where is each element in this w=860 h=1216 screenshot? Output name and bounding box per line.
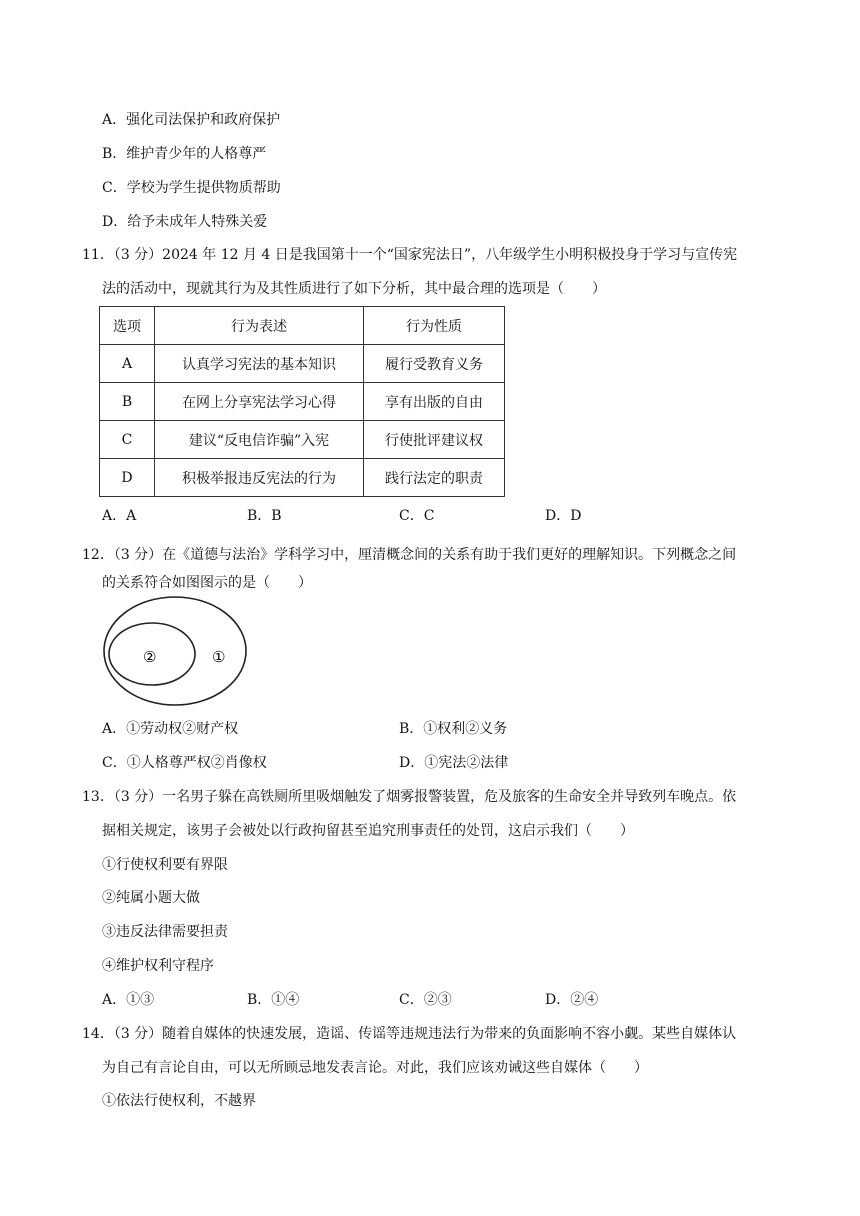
- inner-label: ②: [143, 648, 157, 666]
- q12-option-d: D．①宪法②法律: [399, 755, 509, 771]
- table-cell: C: [100, 421, 155, 459]
- table-cell: D: [100, 459, 155, 497]
- table-cell: 行使批评建议权: [364, 421, 505, 459]
- q12-option-c: C．①人格尊严权②肖像权: [102, 755, 267, 771]
- q11-stem-line1: 11．（3 分）2024 年 12 月 4 日是我国第十一个“国家宪法日”，八年级学生小明积极投身于学习与宣传宪: [82, 247, 738, 263]
- q13-stem-line1: 13．（3 分）一名男子躲在高铁厕所里吸烟触发了烟雾报警装置，危及旅客的生命安全并导致列车晚点。依: [82, 789, 737, 805]
- q14-stem-line2: 为自己有言论自由，可以无所顾忌地发表言论。对此，我们应该劝诫这些自媒体（ ）: [102, 1060, 648, 1076]
- venn-diagram: [102, 590, 250, 708]
- q10-option-d: D．给予未成年人特殊关爱: [102, 214, 268, 230]
- table-cell: 建议“反电信诈骗”入宪: [155, 421, 364, 459]
- table-header-row: [100, 307, 505, 345]
- table-row: [100, 459, 505, 497]
- q10-option-b: B．维护青少年的人格尊严: [102, 146, 267, 162]
- table-cell: 认真学习宪法的基本知识: [155, 345, 364, 383]
- outer-label: ①: [212, 648, 226, 666]
- table-header-cell: 行为性质: [364, 307, 505, 345]
- q12-option-a: A．①劳动权②财产权: [102, 721, 239, 737]
- q13-statement-2: ②纯属小题大做: [102, 890, 200, 906]
- q13-option-b: B．①④: [247, 992, 300, 1008]
- table-cell: 享有出版的自由: [364, 383, 505, 421]
- q11-option-a: A．A: [102, 508, 137, 524]
- table-header-cell: 选项: [100, 307, 155, 345]
- q11-option-c: C．C: [399, 508, 435, 524]
- q14-stem-line1: 14．（3 分）随着自媒体的快速发展，造谣、传谣等违规违法行为带来的负面影响不容小觑。某些自媒体认: [82, 1026, 737, 1042]
- table-row: [100, 345, 505, 383]
- q12-stem-line2: 的关系符合如图图示的是（ ）: [102, 575, 312, 591]
- table-row: [100, 383, 505, 421]
- q13-option-c: C．②③: [399, 992, 452, 1008]
- table-cell: 在网上分享宪法学习心得: [155, 383, 364, 421]
- q13-statement-3: ③违反法律需要担责: [102, 924, 228, 940]
- table-cell: 履行受教育义务: [364, 345, 505, 383]
- q12-option-b: B．①权利②义务: [399, 721, 508, 737]
- q13-statement-1: ①行使权利要有界限: [102, 857, 228, 873]
- table-cell: 积极举报违反宪法的行为: [155, 459, 364, 497]
- table-cell: B: [100, 383, 155, 421]
- table-cell: 践行法定的职责: [364, 459, 505, 497]
- q13-stem-line2: 据相关规定，该男子会被处以行政拘留甚至追究刑事责任的处罚，这启示我们（ ）: [102, 823, 634, 839]
- table-header-cell: 行为表述: [155, 307, 364, 345]
- q10-option-c: C．学校为学生提供物质帮助: [102, 180, 281, 196]
- q10-option-a: A．强化司法保护和政府保护: [102, 112, 281, 128]
- q11-option-d: D．D: [545, 508, 582, 524]
- table-row: [100, 421, 505, 459]
- q14-statement-1: ①依法行使权利，不越界: [102, 1093, 256, 1109]
- table-cell: A: [100, 345, 155, 383]
- q13-option-a: A．①③: [102, 992, 155, 1008]
- q13-statement-4: ④维护权利守程序: [102, 958, 214, 974]
- q13-option-d: D．②④: [545, 992, 599, 1008]
- q11-stem-line2: 法的活动中，现就其行为及其性质进行了如下分析，其中最合理的选项是（ ）: [102, 281, 606, 297]
- q11-option-b: B．B: [247, 508, 282, 524]
- q12-stem-line1: 12．（3 分）在《道德与法治》学科学习中，厘清概念间的关系有助于我们更好的理解知识。下列概念之间: [82, 547, 737, 563]
- q11-table: [99, 306, 505, 497]
